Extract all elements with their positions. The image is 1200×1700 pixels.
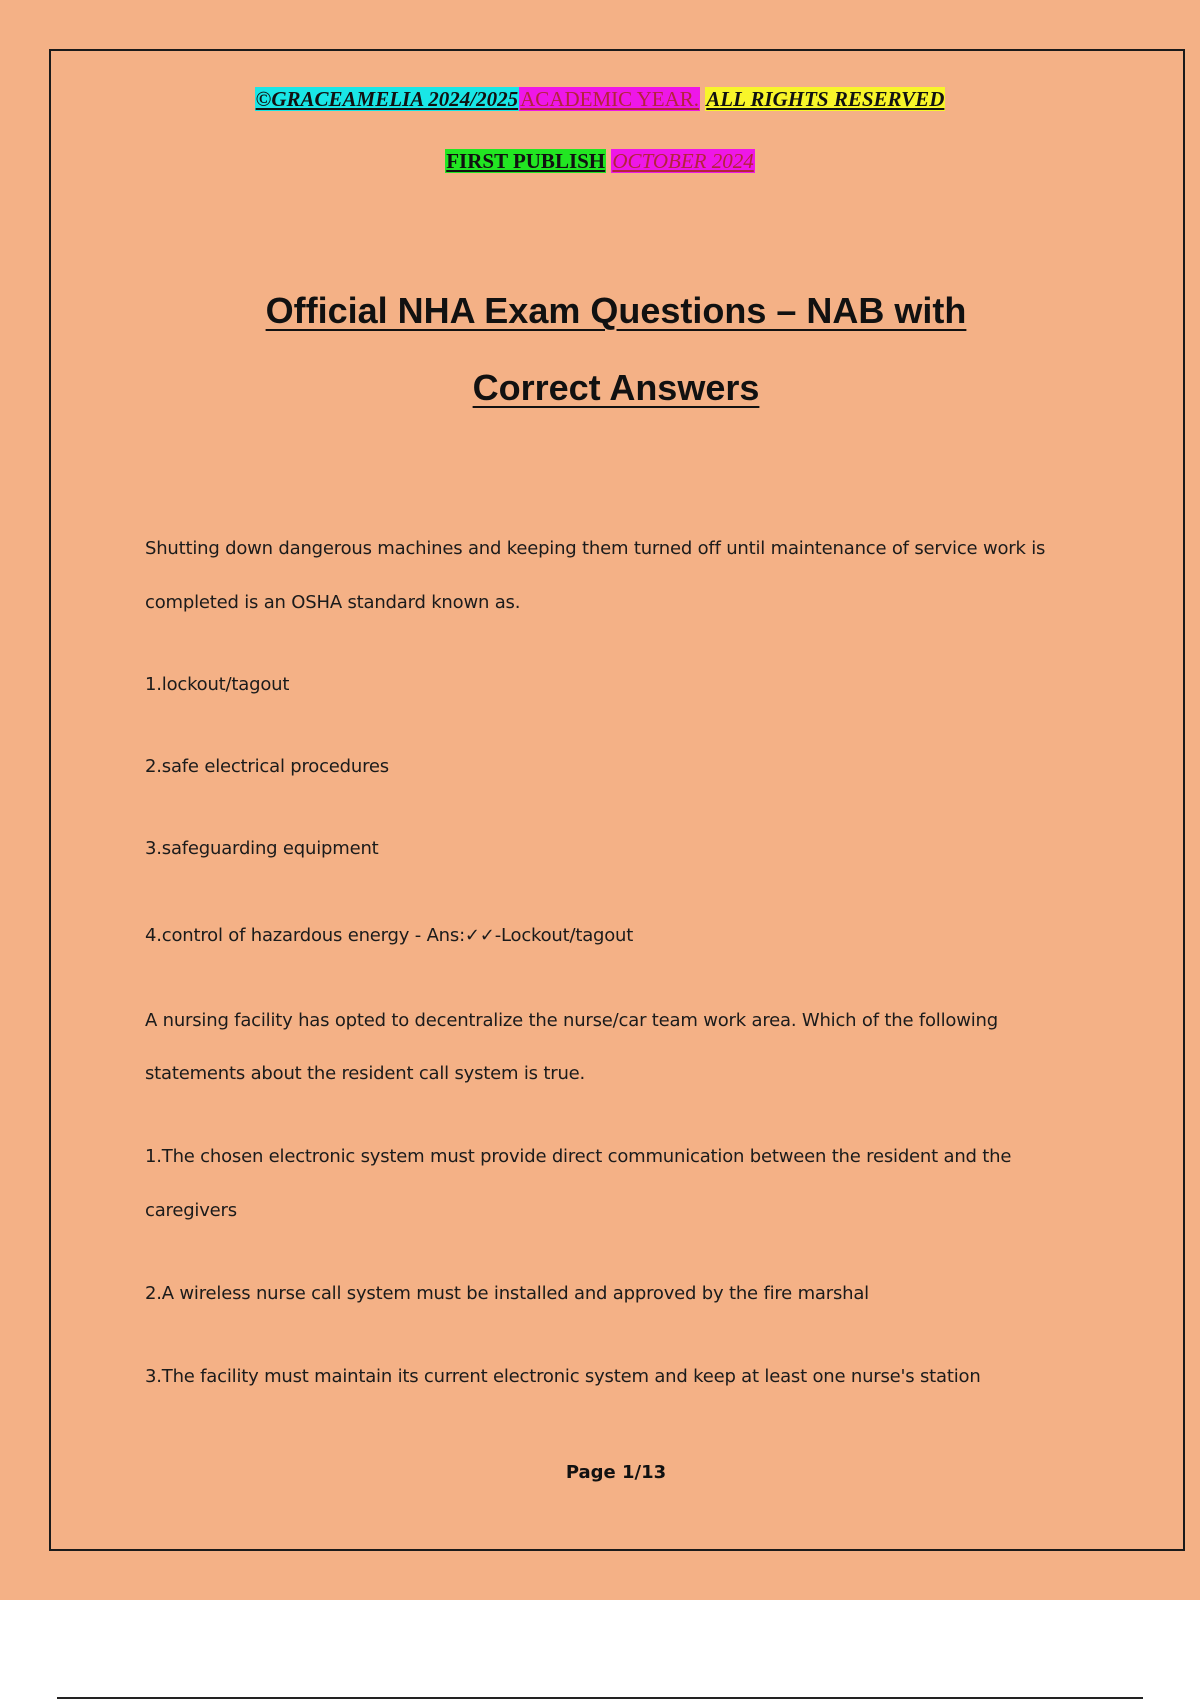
publish-header <box>0 148 1200 174</box>
page-title-line-1: Official NHA Exam Questions – NAB with <box>265 290 967 331</box>
question-2-option-3: 3.The facility must maintain its current electronic system and keep at least one nurse's station <box>145 1366 981 1387</box>
next-page-top-rule <box>57 1697 1143 1699</box>
question-2-text-line-1: A nursing facility has opted to decentralize the nurse/car team work area. Which of the following <box>145 1010 998 1031</box>
question-1-text-line-2: completed is an OSHA standard known as. <box>145 592 521 613</box>
question-2-option-1-line-2: caregivers <box>145 1200 237 1221</box>
question-2-option-2: 2.A wireless nurse call system must be installed and approved by the fire marshal <box>145 1283 869 1304</box>
academic-year-text: ACADEMIC YEAR. <box>520 87 700 111</box>
first-publish-text: FIRST PUBLISH <box>446 149 606 173</box>
page-number: Page 1/13 <box>565 1462 667 1483</box>
question-1-option-1: 1.lockout/tagout <box>145 674 290 695</box>
page-border <box>49 49 1185 1551</box>
copyright-text: ©GRACEAMELIA 2024/2025 <box>255 87 519 111</box>
question-1-option-3: 3.safeguarding equipment <box>145 838 379 859</box>
question-2-option-1-line-1: 1.The chosen electronic system must provide direct communication between the resident and the <box>145 1146 1012 1167</box>
question-1-option-4-answer: 4.control of hazardous energy - Ans:✓✓-Lockout/tagout <box>145 925 634 946</box>
rights-reserved-text: ALL RIGHTS RESERVED <box>706 87 945 111</box>
question-1-option-2: 2.safe electrical procedures <box>145 756 389 777</box>
question-2-text-line-2: statements about the resident call system is true. <box>145 1063 586 1084</box>
page-title-line-2: Correct Answers <box>472 367 760 408</box>
copyright-header <box>0 86 1200 112</box>
question-1-text-line-1: Shutting down dangerous machines and keeping them turned off until maintenance of service work is <box>145 538 1046 559</box>
publish-date-text: OCTOBER 2024 <box>612 149 754 173</box>
